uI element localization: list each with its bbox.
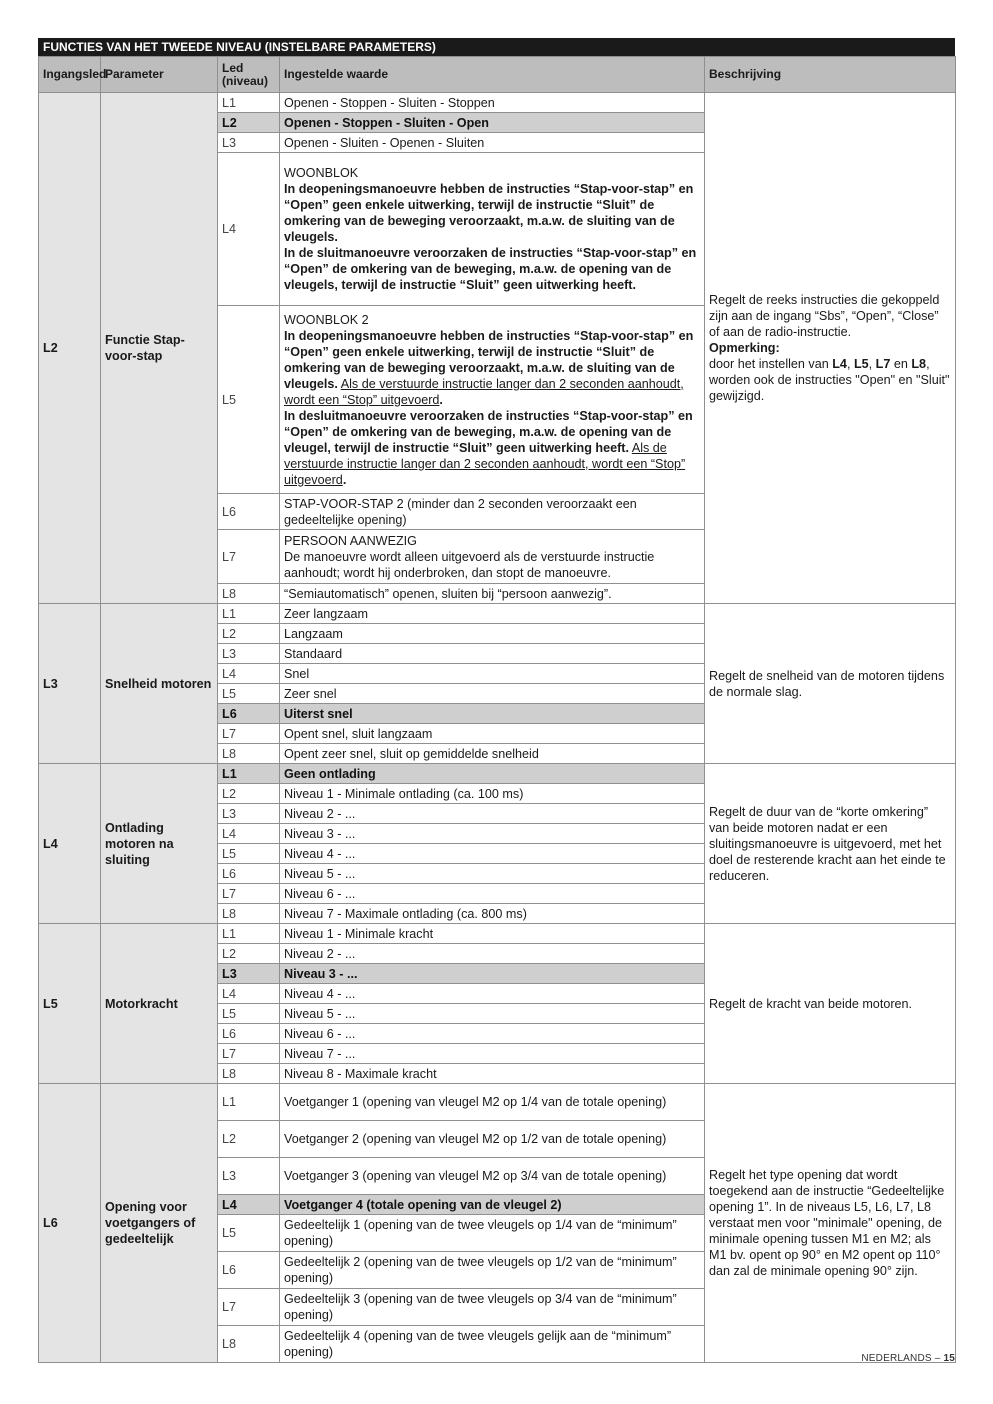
value-bold-1: In deopeningsmanoeuvre hebben de instructies “Stap-voor-stap” en “Open” geen enkele uitwerking, terwijl de instructie “Sluit” de omkering van de beweging veroorzaakt, m.a.w. de sluiting van de vleugels. xyxy=(284,182,694,244)
value-cell: Voetganger 3 (opening van vleugel M2 op 3/4 van de totale opening) xyxy=(280,1158,705,1195)
level-cell: L1 xyxy=(218,93,280,113)
value-cell: Langzaam xyxy=(280,624,705,644)
table-header-row xyxy=(39,57,956,93)
value-cell: Niveau 3 - ... xyxy=(280,824,705,844)
input-led-cell: L6 xyxy=(39,1084,101,1363)
value-cell: Niveau 3 - ... xyxy=(280,964,705,984)
value-cell: Snel xyxy=(280,664,705,684)
table-row xyxy=(39,1084,956,1121)
level-cell: L6 xyxy=(218,1252,280,1289)
page-footer xyxy=(861,1353,955,1364)
header-led-line2: (niveau) xyxy=(222,73,269,88)
value-bold-1: In deopeningsmanoeuvre hebben de instructies “Stap-voor-stap” en “Open” geen enkele uitwerking, terwijl de instructie “Sluit” de omkering van de beweging veroorzaakt, m.a.w. de sluiting van de vleugels. xyxy=(284,328,694,391)
header-led-line1: Led xyxy=(222,60,244,75)
note-sep1: , xyxy=(846,357,854,371)
value-cell: STAP-VOOR-STAP 2 (minder dan 2 seconden veroorzaakt een gedeeltelijke opening) xyxy=(280,494,705,530)
level-cell: L3 xyxy=(218,644,280,664)
level-cell: L8 xyxy=(218,744,280,764)
note-post: , worden ook de instructies "Open" en "Sluit" gewijzigd. xyxy=(709,357,950,403)
value-bold-2: In desluitmanoeuvre veroorzaken de instructies “Stap-voor-stap” en “Open” de omkering van de beweging, m.a.w. de opening van de vleugel, terwijl de instructie “Sluit” geen uitwerking heeft. xyxy=(284,408,693,455)
parameter-cell: Opening voor voetgangers of gedeeltelijk xyxy=(101,1084,218,1363)
level-cell: L3 xyxy=(218,964,280,984)
input-led-cell: L4 xyxy=(39,764,101,924)
level-cell: L4 xyxy=(218,664,280,684)
note-sep3: en xyxy=(890,357,912,371)
table-row xyxy=(39,764,956,784)
value-cell: Niveau 7 - ... xyxy=(280,1044,705,1064)
value-cell: Gedeeltelijk 2 (opening van de twee vleugels op 1/2 van de “minimum” opening) xyxy=(280,1252,705,1289)
value-cell: Niveau 5 - ... xyxy=(280,1004,705,1024)
parameter-cell: Ontlading motoren na sluiting xyxy=(101,764,218,924)
level-cell: L5 xyxy=(218,306,280,494)
input-led-cell: L2 xyxy=(39,93,101,604)
level-cell: L1 xyxy=(218,764,280,784)
input-led-cell: L3 xyxy=(39,604,101,764)
level-cell: L6 xyxy=(218,494,280,530)
value-cell xyxy=(280,306,705,494)
level-cell: L3 xyxy=(218,133,280,153)
table-row xyxy=(39,93,956,113)
value-cell: “Semiautomatisch” openen, sluiten bij “persoon aanwezig”. xyxy=(280,584,705,604)
value-cell: Openen - Stoppen - Sluiten - Open xyxy=(280,113,705,133)
value-cell: Niveau 6 - ... xyxy=(280,884,705,904)
value-cell: Opent zeer snel, sluit op gemiddelde snelheid xyxy=(280,744,705,764)
value-cell: Niveau 6 - ... xyxy=(280,1024,705,1044)
value-text: De manoeuvre wordt alleen uitgevoerd als de verstuurde instructie aanhoudt; wordt hij onderbroken, dan stopt de manoeuvre. xyxy=(284,549,655,580)
table-row xyxy=(39,924,956,944)
header-ingestelde-waarde: Ingestelde waarde xyxy=(280,57,705,93)
level-cell: L7 xyxy=(218,530,280,584)
level-cell: L6 xyxy=(218,864,280,884)
note-sep2: , xyxy=(868,357,876,371)
header-led xyxy=(218,57,280,93)
description-cell: Regelt de kracht van beide motoren. xyxy=(705,924,956,1084)
header-parameter: Parameter xyxy=(101,57,218,93)
value-cell: Niveau 4 - ... xyxy=(280,844,705,864)
level-cell: L2 xyxy=(218,944,280,964)
level-cell: L1 xyxy=(218,1084,280,1121)
value-cell xyxy=(280,153,705,306)
mode-name: PERSOON AANWEZIG xyxy=(284,533,417,548)
level-cell: L7 xyxy=(218,884,280,904)
value-cell: Zeer langzaam xyxy=(280,604,705,624)
parameter-cell: Motorkracht xyxy=(101,924,218,1084)
level-cell: L4 xyxy=(218,153,280,306)
description-cell xyxy=(705,93,956,604)
level-cell: L1 xyxy=(218,924,280,944)
value-cell: Niveau 4 - ... xyxy=(280,984,705,1004)
value-underline-1: Als de verstuurde instructie langer dan 2 seconden aanhoudt, wordt een “Stop” uitgevoerd xyxy=(284,376,684,407)
description-cell: Regelt de snelheid van de motoren tijdens de normale slag. xyxy=(705,604,956,764)
note-pre: door het instellen van xyxy=(709,357,833,371)
note-l4: L4 xyxy=(832,357,847,371)
value-cell: Niveau 2 - ... xyxy=(280,804,705,824)
description-cell: Regelt de duur van de “korte omkering” van beide motoren nadat er een sluitingsmanoeuvre is uitgevoerd, met het doel de resterende kracht aan het einde te reduceren. xyxy=(705,764,956,924)
parameter-cell: Functie Stap-voor-stap xyxy=(101,93,218,604)
level-cell: L6 xyxy=(218,1024,280,1044)
value-cell: Niveau 5 - ... xyxy=(280,864,705,884)
level-cell: L2 xyxy=(218,624,280,644)
note-l5: L5 xyxy=(853,357,869,371)
value-dot-1: . xyxy=(439,392,443,407)
level-cell: L4 xyxy=(218,984,280,1004)
level-cell: L8 xyxy=(218,1326,280,1363)
value-cell xyxy=(280,530,705,584)
value-cell: Voetganger 1 (opening van vleugel M2 op 1/4 van de totale opening) xyxy=(280,1084,705,1121)
value-cell: Gedeeltelijk 4 (opening van de twee vleugels gelijk aan de “minimum” opening) xyxy=(280,1326,705,1363)
level-cell: L5 xyxy=(218,844,280,864)
level-cell: L1 xyxy=(218,604,280,624)
level-cell: L5 xyxy=(218,1215,280,1252)
parameters-table xyxy=(38,56,956,1363)
value-cell: Opent snel, sluit langzaam xyxy=(280,724,705,744)
description-cell: Regelt het type opening dat wordt toegekend aan de instructie “Gedeeltelijke opening 1”. In de niveaus L5, L6, L7, L8 verstaat men voor "minimale" opening, de minimale opening tussen M1 en M2; als M1 bv. opent op 90° en M2 opent op 110° dan zal de minimale opening 90° zijn. xyxy=(705,1084,956,1363)
value-cell: Standaard xyxy=(280,644,705,664)
value-cell: Gedeeltelijk 1 (opening van de twee vleugels op 1/4 van de “minimum” opening) xyxy=(280,1215,705,1252)
input-led-cell: L5 xyxy=(39,924,101,1084)
mode-name: WOONBLOK 2 xyxy=(284,312,369,327)
value-cell: Voetganger 2 (opening van vleugel M2 op 1/2 van de totale opening) xyxy=(280,1121,705,1158)
level-cell: L4 xyxy=(218,1195,280,1215)
header-beschrijving: Beschrijving xyxy=(705,57,956,93)
page-number: 15 xyxy=(943,1353,955,1364)
level-cell: L3 xyxy=(218,804,280,824)
value-cell: Niveau 2 - ... xyxy=(280,944,705,964)
level-cell: L8 xyxy=(218,584,280,604)
value-cell: Gedeeltelijk 3 (opening van de twee vleugels op 3/4 van de “minimum” opening) xyxy=(280,1289,705,1326)
level-cell: L2 xyxy=(218,113,280,133)
table-title: FUNCTIES VAN HET TWEEDE NIVEAU (INSTELBARE PARAMETERS) xyxy=(38,38,955,56)
value-cell: Niveau 1 - Minimale ontlading (ca. 100 ms) xyxy=(280,784,705,804)
value-underline-2: Als de verstuurde instructie langer dan 2 seconden aanhoudt, wordt een “Stop” uitgevoerd xyxy=(284,440,686,487)
level-cell: L3 xyxy=(218,1158,280,1195)
value-bold-2: In de sluitmanoeuvre veroorzaken de instructies “Stap-voor-stap” en “Open” de omkering van de beweging, m.a.w. de opening van de vleugels, terwijl de instructie “Sluit” geen uitwerking heeft. xyxy=(284,246,697,292)
note-label: Opmerking: xyxy=(709,341,780,355)
level-cell: L8 xyxy=(218,1064,280,1084)
value-cell: Niveau 1 - Minimale kracht xyxy=(280,924,705,944)
level-cell: L7 xyxy=(218,724,280,744)
value-cell: Voetganger 4 (totale opening van de vleugel 2) xyxy=(280,1195,705,1215)
level-cell: L5 xyxy=(218,684,280,704)
level-cell: L2 xyxy=(218,784,280,804)
level-cell: L2 xyxy=(218,1121,280,1158)
value-cell: Zeer snel xyxy=(280,684,705,704)
value-cell: Openen - Stoppen - Sluiten - Stoppen xyxy=(280,93,705,113)
level-cell: L7 xyxy=(218,1289,280,1326)
level-cell: L7 xyxy=(218,1044,280,1064)
value-cell: Uiterst snel xyxy=(280,704,705,724)
level-cell: L4 xyxy=(218,824,280,844)
value-cell: Geen ontlading xyxy=(280,764,705,784)
note-l7: L7 xyxy=(875,357,891,371)
header-ingangsled: Ingangsled xyxy=(39,57,101,93)
value-dot-2: . xyxy=(342,472,347,487)
level-cell: L8 xyxy=(218,904,280,924)
note-l8: L8 xyxy=(911,357,927,371)
description-intro: Regelt de reeks instructies die gekoppeld zijn aan de ingang “Sbs”, “Open”, “Close” of aan de radio-instructie. xyxy=(709,293,940,339)
level-cell: L5 xyxy=(218,1004,280,1024)
parameter-cell: Snelheid motoren xyxy=(101,604,218,764)
level-cell: L6 xyxy=(218,704,280,724)
value-cell: Niveau 8 - Maximale kracht xyxy=(280,1064,705,1084)
value-cell: Openen - Sluiten - Openen - Sluiten xyxy=(280,133,705,153)
table-row xyxy=(39,604,956,624)
mode-name: WOONBLOK xyxy=(284,166,359,180)
value-cell: Niveau 7 - Maximale ontlading (ca. 800 ms) xyxy=(280,904,705,924)
footer-language: NEDERLANDS – xyxy=(861,1353,944,1364)
